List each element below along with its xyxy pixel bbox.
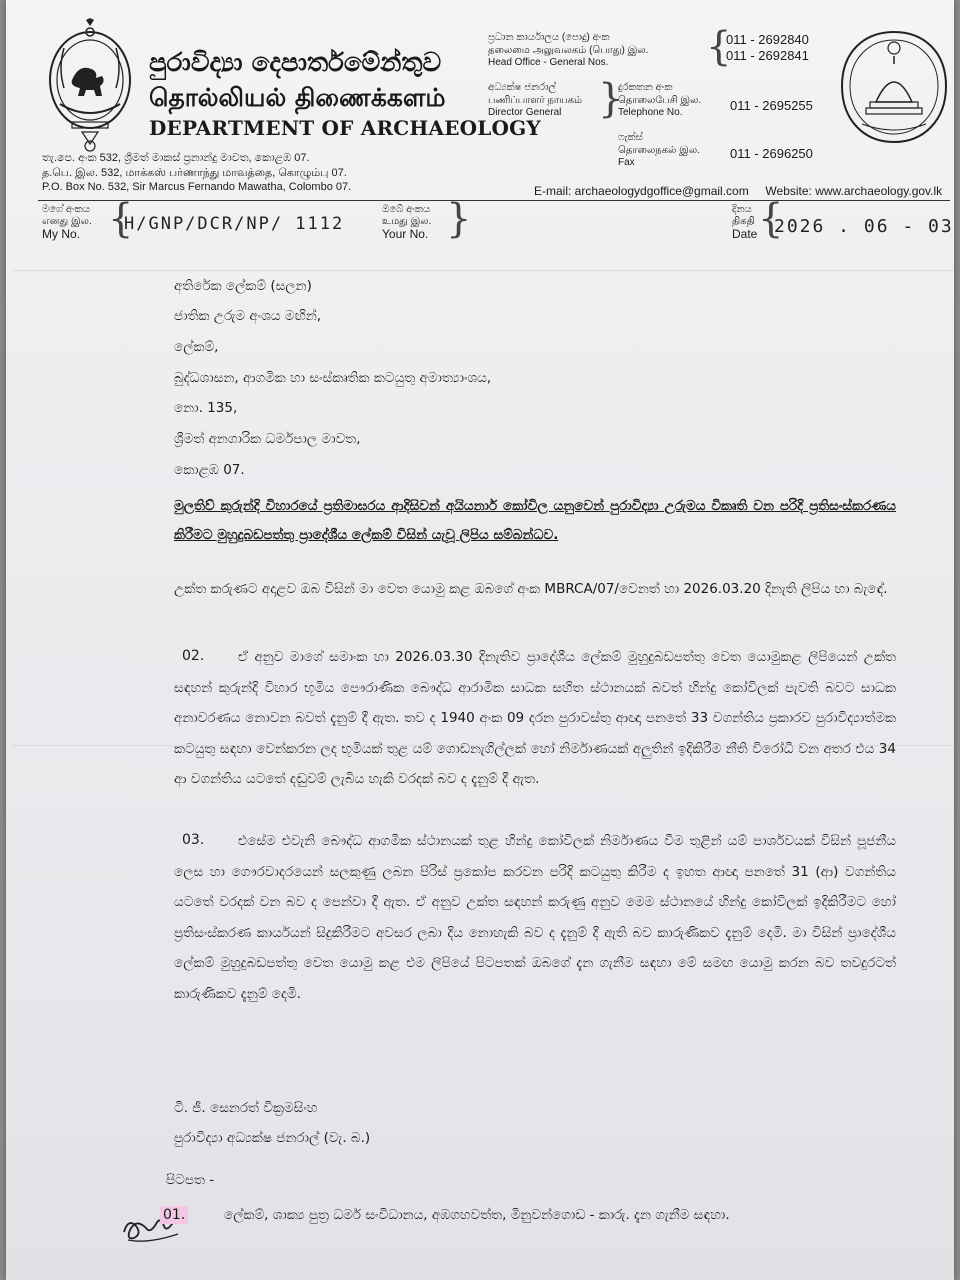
your-no-label bbox=[382, 204, 431, 240]
addressee-line: ලේකම්, bbox=[174, 339, 219, 355]
head-office-number-1: 011 - 2692840 bbox=[726, 32, 809, 47]
paragraph-3: එසේම එවැනි බෞද්ධ ආගමික ස්ථානයක් තුළ හින්දු කෝවිලක් නිර්මාණය වීම තුළින් යම් පාර්ශවයක් විසින් පූජනීය ලෙස හා ගෞරවාදරයෙන් සලකුණු ලබන පිරිස් ප්‍රකෝප කරවන පරිදි කටයුතු කිරීම ද ඉහත ආඥා පනතේ 31 (ආ) වගන්තිය යටතේ වරදක් වන බව ද පෙන්වා දී ඇත. ඒ අනුව උක්ත සඳහන් කරුණු අනුව මෙම ස්ථානයේ හින්දු කෝවිලක් ඉදිකිරීමට හෝ ප්‍රතිසංස්කරණ කාර්යයන් සිදුකිරීමට අවසර ලබා දිය නොහැකි බව ද දැනුම් දී ඇති බව කාරුණිකව දැනුම් දෙමි. මා විසින් ප්‍රාදේශීය ලේකම් මුහුදුබඩපත්තු වෙත යොමු කළ එම ලිපියේ පිටපතක් ඔබගේ දැන ගැනීම සඳහා මේ සමඟ යොමු කරන බව තවදුරටත් කාරුණිකව දැනුම් දෙමි. bbox=[174, 833, 896, 1002]
director-general-label-ta: பணிப்பாளர் நாயகம் bbox=[488, 94, 583, 106]
my-no-label bbox=[42, 204, 92, 240]
fax-label bbox=[618, 132, 700, 170]
copy-item-number: 01. bbox=[160, 1206, 188, 1224]
address-english: P.O. Box No. 532, Sir Marcus Fernando Mawatha, Colombo 07. bbox=[42, 181, 352, 193]
head-office-numbers bbox=[726, 32, 809, 64]
email-link[interactable]: E-mail: archaeologydgoffice@gmail.com bbox=[534, 184, 749, 198]
department-seal-icon bbox=[838, 28, 950, 148]
director-general-label bbox=[488, 82, 582, 120]
brace-icon: } bbox=[446, 196, 472, 242]
telephone-label-en: Telephone No. bbox=[618, 107, 683, 118]
addressee-line: බුද්ධශාසන, ආගමික හා සංස්කෘතික කටයුතු අමාත්‍යාංශය, bbox=[174, 370, 492, 386]
date-label-en: Date bbox=[732, 227, 758, 241]
date-value: 2026 . 06 - 03 bbox=[774, 216, 954, 237]
your-no-label-si: ඔබේ අංකය bbox=[382, 204, 431, 215]
director-general-label-si: අධ්‍යක්ෂ ජනරාල් bbox=[488, 82, 557, 93]
addressee-line: කොළඹ 07. bbox=[174, 462, 245, 478]
addressee-line: අතිරේක ලේකම් (සලන) bbox=[174, 278, 312, 294]
copy-item-text: ලේකම්, ශාක්‍ය පුත්‍ර ධර්ම සංවිධානය, අඹගහවත්ත, මිනුවන්ගොඩ - කාරු. දැන ගැනීම සඳහා. bbox=[224, 1207, 730, 1223]
telephone-label-si: දුරකතන අංක bbox=[618, 82, 673, 93]
fax-label-en: Fax bbox=[618, 157, 635, 168]
my-no-label-ta: எனது இல. bbox=[42, 216, 92, 227]
paper-fold-line bbox=[12, 270, 960, 271]
brace-icon: { bbox=[758, 196, 784, 242]
head-office-label-en: Head Office - General Nos. bbox=[488, 57, 609, 68]
my-no-label-si: මගේ අංකය bbox=[42, 204, 90, 215]
head-office-label bbox=[488, 32, 648, 70]
fax-label-si: ෆැක්ස් bbox=[618, 132, 643, 143]
paragraph-2: ඒ අනුව මාගේ සමාංක හා 2026.03.30 දිනැතිව ප්‍රාදේශීය ලේකම් මුහුදුබඩපත්තු වෙත යොමුකළ ලිපියෙන් උක්ත සඳහන් කුරුන්දි විහාර භූමිය පෞරාණික බෞද්ධ ආරාමික සාධක සහිත ස්ථානයක් බවත් හින්දු කෝවිලක් පැවති බවට සාධක අනාවරණය නොවන බවත් දැනුම් දී ඇත. තව ද 1940 අංක 09 දරන පුරාවස්තු ආඥා පනතේ 33 වගන්තිය ප්‍රකාරව පුරාවිද්‍යාත්මක කටයුතු සඳහා වෙන්කරන ලද භූමියක් තුළ යම් ගොඩනැගිල්ලක් හෝ නිර්මාණයක් අලුතින් ඉදිකිරීම නීති විරෝධී වන අතර එය 34 ආ වගන්තිය යටතේ දඬුවම් ලැබිය හැකි වරදක් බව ද දැනුම් දී ඇත. bbox=[174, 649, 896, 787]
department-name-english: DEPARTMENT OF ARCHAEOLOGY bbox=[149, 116, 541, 140]
paragraph-number: 03. bbox=[182, 832, 205, 848]
contact-web-line bbox=[534, 184, 942, 198]
date-label bbox=[732, 204, 757, 240]
paper-fold-line bbox=[12, 745, 960, 746]
addressee-line: ජාතික උරුම අංශය මඟින්, bbox=[174, 308, 322, 324]
telephone-number: 011 - 2695255 bbox=[730, 98, 813, 113]
copies-label: පිටපත - bbox=[166, 1172, 215, 1188]
fax-label-ta: தொலைநகல் இல. bbox=[618, 144, 700, 156]
department-name-tamil: தொல்லியல் திணைக்களம் bbox=[149, 83, 446, 112]
brace-icon: { bbox=[706, 24, 732, 70]
my-no-label-en: My No. bbox=[42, 227, 81, 241]
head-office-label-ta: தலைமை அலுவலகம் (பொது) இல. bbox=[488, 44, 649, 56]
telephone-label bbox=[618, 82, 701, 120]
my-no-value: H/GNP/DCR/NP/ 1112 bbox=[124, 214, 345, 234]
national-emblem-icon bbox=[42, 18, 138, 154]
head-office-number-2: 011 - 2692841 bbox=[726, 48, 809, 63]
letter-subject: මුලතිව් කුරුන්දි විහාරයේ ප්‍රතිමාඝරය ආදිසිවන් අයියනාර් කෝවිල යනුවෙන් පුරාවිද්‍යා උරුමය විකෘති වන පරිදි ප්‍රතිසංස්කරණය කිරීමට මුහුදුබඩපත්තු ප්‍රාදේශීය ලේකම් විසින් යැවූ ලිපිය සම්බන්ධව. bbox=[174, 498, 896, 543]
paragraph-number: 02. bbox=[182, 648, 205, 664]
date-label-ta: திகதி bbox=[732, 216, 755, 227]
director-general-label-en: Director General bbox=[488, 107, 562, 118]
department-name-sinhala: පුරාවිද්‍යා දෙපාර්තමේන්තුව bbox=[149, 48, 442, 78]
your-no-label-en: Your No. bbox=[382, 227, 429, 241]
addressee-line: නො. 135, bbox=[174, 400, 238, 416]
signatory-name: ටී. ජී. සෙනරත් වික්‍රමසිංහ bbox=[174, 1100, 318, 1116]
fax-number: 011 - 2696250 bbox=[730, 146, 813, 161]
date-label-si: දිනය bbox=[732, 204, 752, 215]
brace-icon: { bbox=[108, 196, 134, 242]
brace-icon: } bbox=[598, 76, 624, 122]
header-divider bbox=[38, 200, 950, 201]
telephone-label-ta: தொலைபேசி இல. bbox=[618, 94, 702, 106]
address-sinhala: තැ.පෙ. අංක 532, ශ්‍රීමත් මාකස් ප්‍රනාන්දු මාවත, කොළඹ 07. bbox=[42, 152, 310, 164]
address-tamil: த.பெ. இல. 532, மாக்கஸ் பர்ணாந்து மாவத்தை, கொழும்பு 07. bbox=[42, 167, 347, 179]
paragraph-1: උක්ත කරුණට අදාළව ඔබ විසින් මා වෙත යොමු කළ ඔබගේ අංක MBRCA/07/වෙනත් හා 2026.03.20 දිනැති ලිපිය හා බැඳේ. bbox=[174, 581, 888, 597]
website-link[interactable]: Website: www.archaeology.gov.lk bbox=[765, 184, 943, 198]
signatory-title: පුරාවිද්‍යා අධ්‍යක්ෂ ජනරාල් (වැ. බ.) bbox=[174, 1130, 371, 1146]
addressee-line: ශ්‍රීමත් අනගාරික ධර්මපාල මාවත, bbox=[174, 431, 361, 447]
your-no-label-ta: உமது இல. bbox=[382, 216, 432, 227]
letter-page bbox=[6, 0, 954, 1280]
head-office-label-si: ප්‍රධාන කාර්යාලය (පොදු) අංක bbox=[488, 32, 610, 43]
